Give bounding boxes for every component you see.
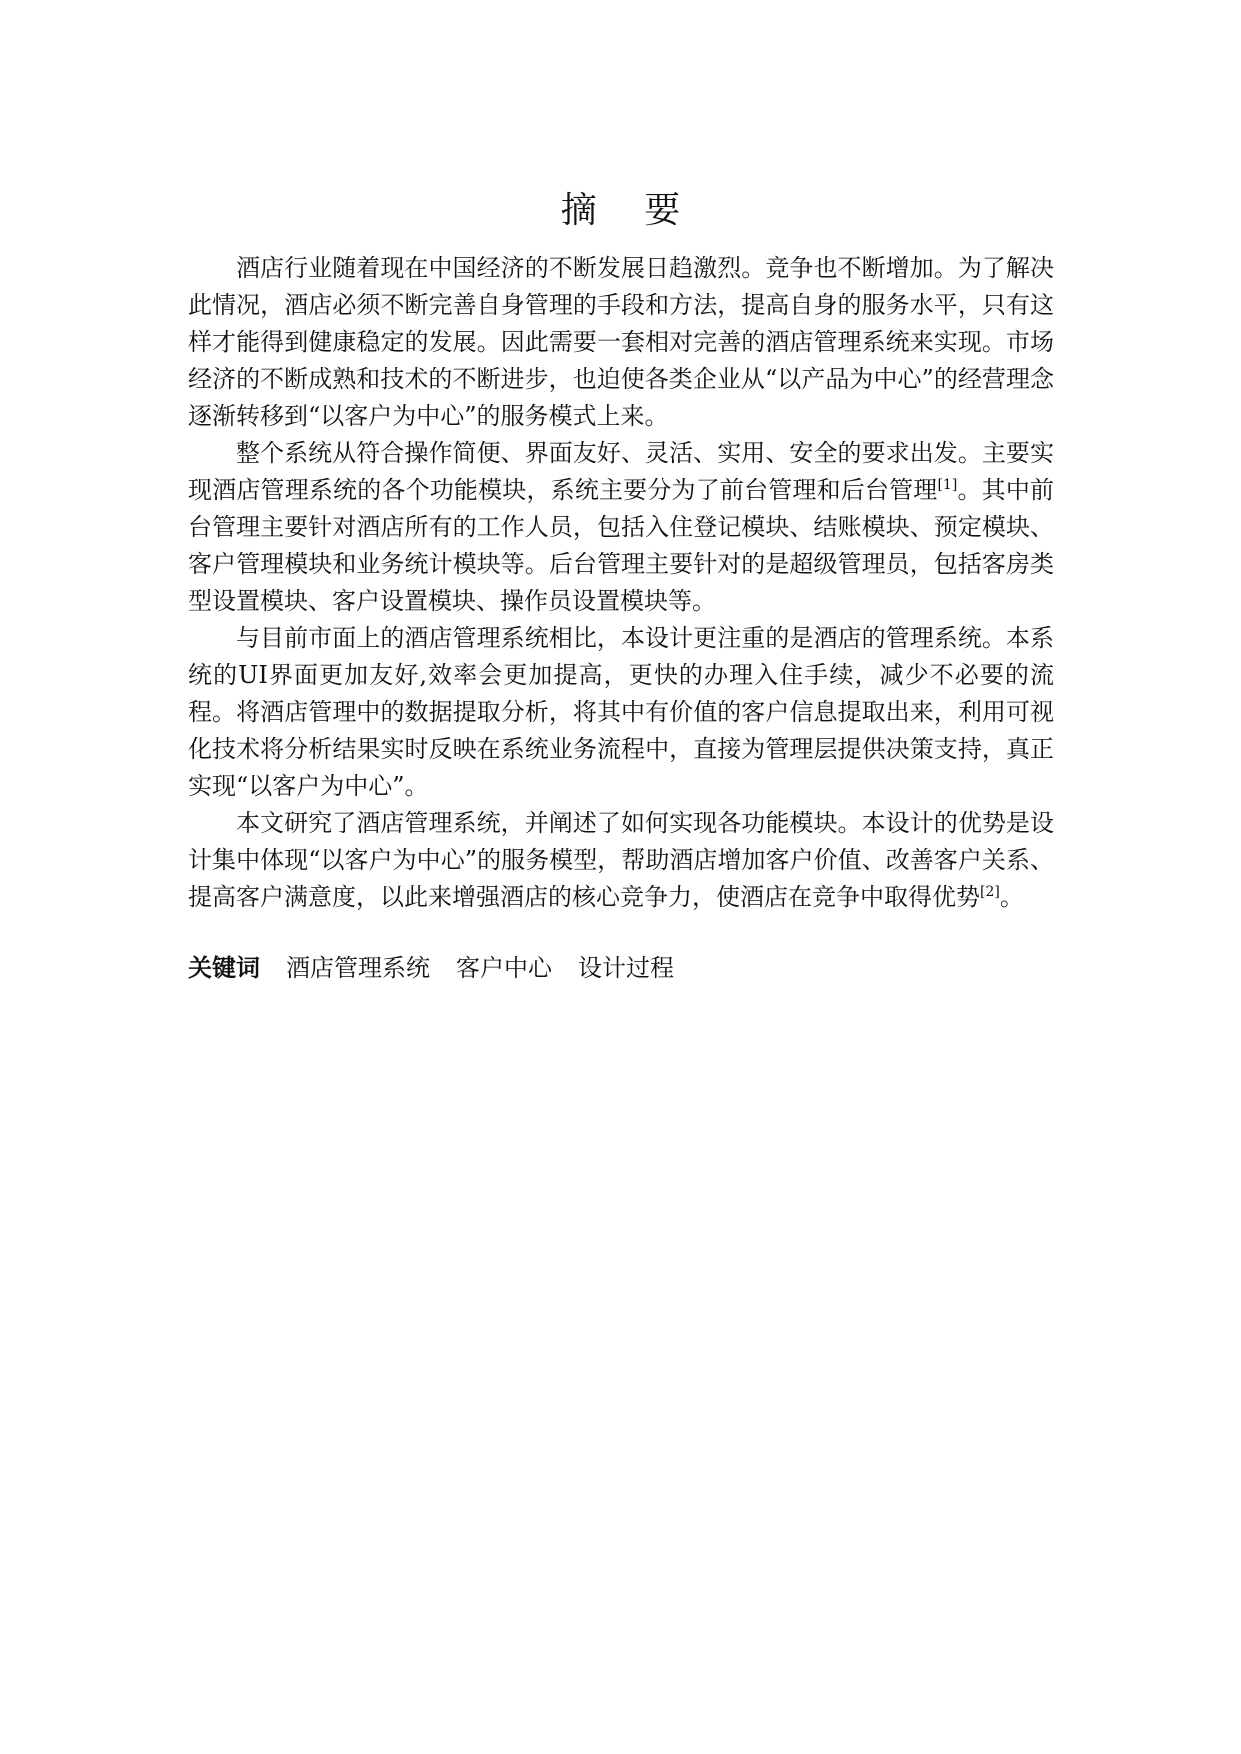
citation-2[interactable]: [2] <box>980 884 1000 900</box>
abstract-paragraph-4 <box>188 805 1054 916</box>
paragraph-1-text: 酒店行业随着现在中国经济的不断发展日趋激烈。竞争也不断增加。为了解决此情况，酒店必须不断完善自身管理的手段和方法，提高自身的服务水平，只有这样才能得到健康稳定的发展。因此需要一套相对完善的酒店管理系统来实现。市场经济的不断成熟和技术的不断进步，也迫使各类企业从“以产品为中心”的经营理念逐渐转移到“以客户为中心”的服务模式上来。 <box>188 254 1054 430</box>
keyword-item: 设计过程 <box>578 954 674 982</box>
abstract-paragraph-3 <box>188 620 1054 805</box>
citation-1[interactable]: [1] <box>937 477 958 493</box>
paragraph-4-text-after: 。 <box>999 883 1024 911</box>
keyword-item: 酒店管理系统 <box>286 954 430 982</box>
keywords-label: 关键词 <box>188 954 260 982</box>
abstract-body <box>188 250 1054 916</box>
abstract-paragraph-1 <box>188 250 1054 435</box>
paragraph-4-text-before: 本文研究了酒店管理系统，并阐述了如何实现各功能模块。本设计的优势是设计集中体现“以客户为中心”的服务模型，帮助酒店增加客户价值、改善客户关系、提高客户满意度，以此来增强酒店的核心竞争力，使酒店在竞争中取得优势 <box>188 809 1054 911</box>
paragraph-2-text-before: 整个系统从符合操作简便、界面友好、灵活、实用、安全的要求出发。主要实现酒店管理系统的各个功能模块，系统主要分为了前台管理和后台管理 <box>188 439 1054 504</box>
paragraph-2-text-after: 。其中前台管理主要针对酒店所有的工作人员，包括入住登记模块、结账模块、预定模块、客户管理模块和业务统计模块等。后台管理主要针对的是超级管理员，包括客房类型设置模块、客户设置模块、操作员设置模块等。 <box>188 476 1055 615</box>
keyword-item: 客户中心 <box>456 954 552 982</box>
abstract-title: 摘 要 <box>560 190 699 231</box>
abstract-paragraph-2 <box>188 435 1054 620</box>
keywords-line <box>188 950 1054 987</box>
paragraph-3-text: 与目前市面上的酒店管理系统相比，本设计更注重的是酒店的管理系统。本系统的UI界面更加友好,效率会更加提高，更快的办理入住手续，减少不必要的流程。将酒店管理中的数据提取分析，将其中有价值的客户信息提取出来，利用可视化技术将分析结果实时反映在系统业务流程中，直接为管理层提供决策支持，真正实现“以客户为中心”。 <box>188 624 1054 800</box>
